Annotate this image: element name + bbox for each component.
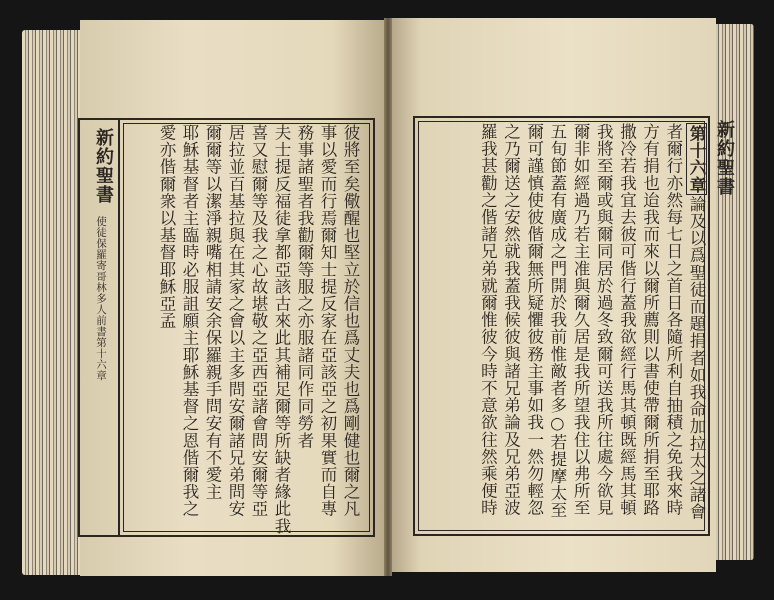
right-page-column: 撒冷若我宜去彼可偕行蓋我欲經行馬其頓既經馬其頓 (617, 123, 637, 517)
left-page-body (154, 124, 362, 534)
right-page-column: 爾可謹慎使彼偕爾無所疑懼彼務主事如我一然勿輕忽 (524, 123, 544, 517)
right-page-column: 羅我甚勸之偕諸兄弟就爾惟彼今時不意欲往然乘便時 (478, 123, 498, 517)
left-page-header-title: 新約聖書 (93, 128, 114, 204)
left-page-column: 彼將至矣儆醒也堅立於信也爲丈夫也爲剛健也爾之凡 (341, 124, 360, 518)
left-page-edges (22, 30, 84, 575)
right-page-column: 之乃爾送之安然就我蓋我候彼與諸兄弟論及兄弟亞波 (501, 123, 521, 517)
right-page-column: 者爾行亦然每七日之首日各隨所利自抽積之免我來時 (663, 123, 683, 517)
chapter-heading: 第十六章 (687, 125, 706, 194)
right-page-first-column (685, 123, 708, 533)
book-spine (384, 18, 392, 576)
left-page-header (78, 118, 118, 537)
left-page-column: 夫士提反福徒拿都亞該古來此其補足爾等所缺者緣此我 (272, 124, 291, 534)
right-page-column: 我將至爾或與爾同居於過冬致爾可送我所往處今欲見 (594, 123, 614, 517)
right-page-first-column-text: 論及以爲聖徒而題捐者如我命加拉太之諸會 (687, 195, 706, 521)
left-page-column: 愛亦偕爾衆以基督耶穌亞孟 (157, 124, 176, 330)
right-page-column: 五旬節蓋有廣成之門開於我前惟敵者多○若提摩太至 (547, 123, 567, 519)
right-page-body (476, 123, 708, 533)
left-page-column: 爾爾等以潔淨親嘴相請安余保羅親手問安有不愛主 (203, 124, 222, 501)
left-page-column: 事以愛而行焉爾知士提反家在亞該亞之初果實而自專 (318, 124, 337, 518)
left-page-column: 耶穌基督者主臨時必服詛願主耶穌基督之恩偕爾我之 (180, 124, 199, 518)
right-page-header-title: 新約聖書 (714, 120, 735, 196)
left-page-column: 務事諸聖者我勸爾等服之亦服諸同作同勞者 (295, 124, 314, 449)
right-page-column: 爾非如經過乃若主准與爾久居是我所望我住以弗所至 (571, 123, 591, 517)
right-page-column: 方有捐也迨我而來以爾所薦則以書使帶爾所捐至耶路 (640, 123, 660, 517)
left-page-column: 居拉並百基拉與在其家之會以主多問安爾諸兄弟問安 (226, 124, 245, 518)
left-page-column: 喜又慰爾等及我之心故堪敬之亞西亞諸會問安爾等亞 (249, 124, 268, 518)
left-page-header-subtitle: 使徒保羅寄哥林多人前書第十六章 (95, 216, 107, 381)
